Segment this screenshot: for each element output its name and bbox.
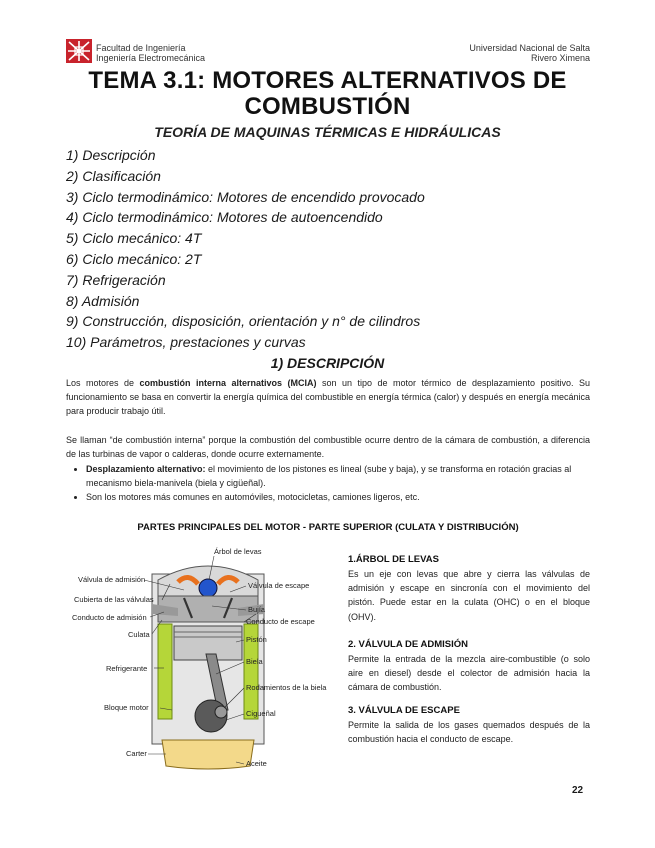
label-ciguenal: Cigueñal [246,709,276,718]
university-name: Universidad Nacional de Salta [469,43,590,53]
label-bloque: Bloque motor [104,703,149,712]
parts-heading: PARTES PRINCIPALES DEL MOTOR - PARTE SUPERIOR (CULATA Y DISTRIBUCIÓN) [137,522,519,533]
part-text: Permite la entrada de la mezcla aire-combustible (o solo aire en diesel) desde el colector de admisión hacia la cámara de combustión. [348,654,590,693]
label-carter: Carter [126,749,147,758]
table-of-contents [66,145,425,353]
label-valv-esc: Válvula de escape [248,581,310,590]
label-bujia: Bujía [248,605,266,614]
bullet-list [72,462,604,504]
faculty-name: Facultad de Ingeniería [96,43,186,53]
coolant-left-shape [158,624,172,719]
toc-item: 5) Ciclo mecánico: 4T [66,230,202,247]
label-biela: Biela [246,657,263,666]
university-logo-icon [66,39,92,63]
p1-pre: Los motores de [66,378,140,388]
part-heading: 3. VÁLVULA DE ESCAPE [348,705,460,716]
toc-item: 10) Parámetros, prestaciones y curvas [66,334,306,351]
part-description-1 [348,553,590,624]
oil-sump-shape [162,740,254,769]
p1-bold: combustión interna alternativos (MCIA) [139,378,317,388]
toc-item: 9) Construcción, disposición, orientación y n° de cilindros [66,313,421,330]
description-paragraph-1 [66,376,590,418]
camshaft-shape [199,579,217,597]
label-refrigerante: Refrigerante [106,664,148,673]
bullet-item [86,462,604,490]
crank-pin-shape [215,706,227,718]
page-title [60,68,595,120]
part-text: Permite la salida de los gases quemados después de la combustión hacia el conducto de escape. [348,720,590,745]
label-cond-adm: Conducto de admisión [72,613,147,622]
toc-item: 3) Ciclo termodinámico: Motores de encendido provocado [66,188,425,205]
page-header [66,39,590,65]
p1-post: son un tipo de motor térmico de desplazamiento positivo. Su funcionamiento se basa en convertir la energía química del combustible en energía térmica (calor) y después en energía mecánica para producir trabajo útil. [66,378,590,416]
header-left [96,43,205,63]
label-cubierta: Cubierta de las válvulas [74,595,154,604]
part-description-3 [348,704,590,746]
description-paragraph-2: Se llaman “de combustión interna” porque la combustión del combustible ocurre dentro de la cámara de combustión, a diferencia de las turbinas de vapor o calderas, donde ocurre externamente. [66,435,590,459]
label-arbol: Árbol de levas [214,547,262,556]
toc-item: 8) Admisión [66,292,140,309]
toc-item: 7) Refrigeración [66,271,166,288]
career-name: Ingeniería Electromecánica [96,53,206,63]
part-text: Es un eje con levas que abre y cierra las válvulas de admisión y escape en sincronía con el movimiento del pistón. Puede estar en la culata (OHC) o en el bloque (OHV). [348,569,590,622]
label-aceite: Aceite [246,759,267,768]
bullet-item: • Son los motores más comunes en automóviles, motocicletas, camiones ligeros, etc. [86,490,604,504]
toc-item: 4) Ciclo termodinámico: Motores de autoencendido [66,209,383,226]
bullet-1-bold: Desplazamiento alternativo: [86,464,206,474]
author-name: Rivero Ximena [530,53,590,63]
page-subtitle: TEORÍA DE MAQUINAS TÉRMICAS E HIDRÁULICAS [154,124,501,140]
toc-item: 2) Clasificación [66,167,161,184]
label-cond-esc: Conducto de escape [246,617,315,626]
page-number: 22 [572,785,584,796]
title-line-2: COMBUSTIÓN [244,93,411,120]
section-heading: 1) DESCRIPCIÓN [270,355,385,371]
part-heading: 1.ÁRBOL DE LEVAS [348,554,439,565]
part-heading: 2. VÁLVULA DE ADMISIÓN [348,639,468,650]
toc-item: 1) Descripción [66,147,156,163]
header-right [469,43,590,63]
label-valv-adm: Válvula de admisión [78,575,146,584]
label-rodamientos: Rodamientos de la biela [246,683,327,692]
label-culata: Culata [128,630,150,639]
title-line-1: TEMA 3.1: MOTORES ALTERNATIVOS DE [88,67,567,94]
toc-item: 6) Ciclo mecánico: 2T [66,250,202,267]
engine-diagram [66,544,344,774]
bullet-1-text: el movimiento de los pistones es lineal (sube y baja), y se transforma en rotación gracias al mecanismo biela-manivela (biela y cigüeñal). [86,464,572,488]
label-piston: Pistón [246,635,267,644]
part-description-2 [348,638,590,695]
